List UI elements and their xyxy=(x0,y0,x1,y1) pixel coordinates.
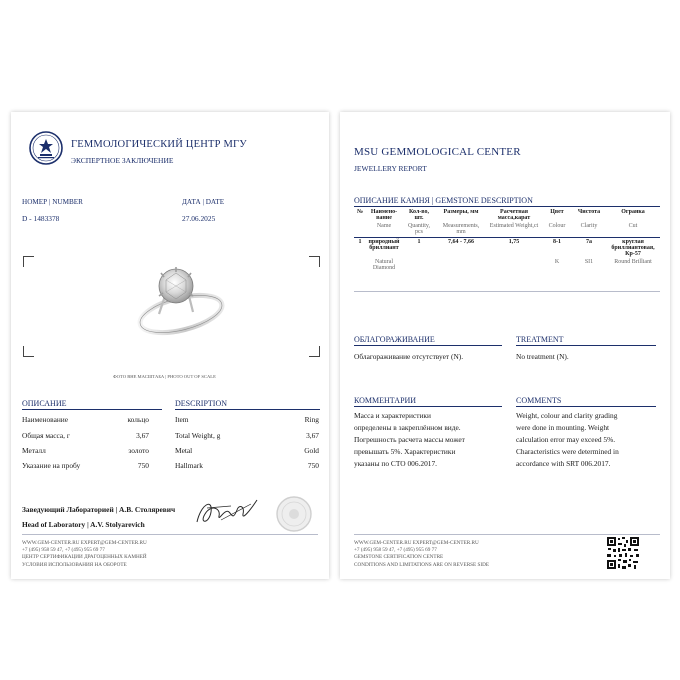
comment-line-en: were done in mounting. Weight xyxy=(516,423,610,432)
table-cell: Natural Diamond xyxy=(372,259,396,271)
report-subtitle-en: JEWELLERY REPORT xyxy=(354,164,427,173)
footer-conditions: CONDITIONS AND LIMITATIONS ARE ON REVERSE SIDE xyxy=(354,562,490,568)
treatment-title-ru: ОБЛАГОРАЖИВАНИЕ xyxy=(354,335,435,344)
table-cell: 1 xyxy=(358,239,362,245)
comment-line-ru: определены в закреплённом виде. xyxy=(354,423,461,432)
table-cell: K xyxy=(554,259,560,265)
description-title-ru: ОПИСАНИЕ xyxy=(22,399,67,408)
head-of-lab-ru: Заведующий Лабораторией | А.В. Столяревич xyxy=(22,505,176,514)
treatment-title-en: TREATMENT xyxy=(516,335,564,344)
footer-divider xyxy=(354,534,660,535)
treatment-text-en: No treatment (N). xyxy=(516,352,569,361)
comments-title-ru: КОММЕНТАРИИ xyxy=(354,396,417,405)
table-cell: 7а xyxy=(586,239,592,245)
table-cell xyxy=(354,258,366,272)
hallmark-label-en: Hallmark xyxy=(175,461,203,470)
footer-phones: +7 (495) 958 59 47, +7 (495) 955 69 77 xyxy=(354,547,437,553)
signature-image xyxy=(191,494,261,530)
table-header: Кол-во, шт. xyxy=(408,209,430,221)
footer-divider xyxy=(22,534,318,535)
weight-value-en: 3,67 xyxy=(306,431,319,440)
table-header: Огранка xyxy=(621,209,645,215)
metal-label-en: Metal xyxy=(175,446,193,455)
item-label-ru: Наименование xyxy=(22,415,69,424)
metal-label-ru: Металл xyxy=(22,446,46,455)
report-page-russian xyxy=(11,112,329,579)
divider xyxy=(354,345,502,346)
qr-code-icon xyxy=(606,536,640,570)
footer-website: WWW.GEM-CENTER.RU EXPERT@GEM-CENTER.RU xyxy=(354,540,479,546)
table-header-en: Measurements, mm xyxy=(442,223,480,235)
date-value: 27.06.2025 xyxy=(182,214,216,223)
org-title-en: MSU GEMMOLOGICAL CENTER xyxy=(354,146,521,158)
comment-line-ru: Погрешность расчета массы может xyxy=(354,435,465,444)
hallmark-value-ru: 750 xyxy=(137,461,149,470)
gemstone-description-title: ОПИСАНИЕ КАМНЯ | GEMSTONE DESCRIPTION xyxy=(354,196,533,205)
footer-website: WWW.GEM-CENTER.RU EXPERT@GEM-CENTER.RU xyxy=(22,540,147,546)
footer-org: ЦЕНТР СЕРТИФИКАЦИИ ДРАГОЦЕННЫХ КАМНЕЙ xyxy=(22,554,147,560)
ring-photo xyxy=(129,258,231,340)
divider xyxy=(22,409,162,410)
table-header-en: Cut xyxy=(628,223,638,229)
comment-line-ru: указаны по СТО 006.2017. xyxy=(354,459,438,468)
photo-frame-corner xyxy=(309,346,320,357)
table-cell: 1,75 xyxy=(508,239,520,245)
divider xyxy=(516,406,656,407)
divider xyxy=(354,206,660,207)
item-value-ru: кольцо xyxy=(127,415,149,424)
footer-conditions: УСЛОВИЯ ИСПОЛЬЗОВАНИЯ НА ОБОРОТЕ xyxy=(22,562,127,568)
date-label: ДАТА | DATE xyxy=(182,198,225,206)
comment-line-en: Characteristics were determined in xyxy=(516,447,619,456)
photo-frame-corner xyxy=(23,346,34,357)
comments-title-en: COMMENTS xyxy=(516,396,562,405)
table-header-en: Quantity, pcs xyxy=(407,223,431,235)
comment-line-en: accordance with SRT 006.2017. xyxy=(516,459,611,468)
table-bottom-divider xyxy=(354,291,660,292)
table-cell: SI1 xyxy=(584,259,594,265)
table-cell: Round Brilliant xyxy=(614,259,652,265)
number-value: D - 1483378 xyxy=(22,214,60,223)
table-header-row-ru xyxy=(354,208,660,222)
table-cell: 1 xyxy=(417,239,421,245)
comment-line-ru: превышать 5%. Характеристики xyxy=(354,447,456,456)
photo-caption: ФОТО ВНЕ МАСШТАБА | PHOTO OUT OF SCALE xyxy=(113,374,216,379)
photo-frame-corner xyxy=(23,256,34,267)
table-header: Цвет xyxy=(550,209,564,215)
weight-value-ru: 3,67 xyxy=(136,431,149,440)
table-header: Размеры, мм xyxy=(443,209,479,215)
table-cell xyxy=(436,258,486,272)
msu-gem-center-logo-icon xyxy=(29,131,63,165)
table-row-en xyxy=(354,258,660,272)
table-header: Расчетная масса,карат xyxy=(497,209,531,221)
report-subtitle-ru: ЭКСПЕРТНОЕ ЗАКЛЮЧЕНИЕ xyxy=(71,156,174,165)
divider xyxy=(354,406,502,407)
org-title-ru: ГЕММОЛОГИЧЕСКИЙ ЦЕНТР МГУ xyxy=(71,139,247,150)
photo-frame-corner xyxy=(309,256,320,267)
table-header-en: Clarity xyxy=(580,223,598,229)
footer-phones: +7 (495) 958 59 47, +7 (495) 955 69 77 xyxy=(22,547,105,553)
footer-org: GEMSTONE CERTIFICATION CENTRE xyxy=(354,554,444,560)
metal-value-en: Gold xyxy=(304,446,319,455)
divider xyxy=(516,345,656,346)
table-header: № xyxy=(356,209,364,215)
table-header-en: Estimated Weight,ct xyxy=(489,223,539,229)
hallmark-label-ru: Указание на пробу xyxy=(22,461,81,470)
table-cell xyxy=(402,258,436,272)
gemstone-table xyxy=(354,208,660,272)
table-header-row-en xyxy=(354,222,660,236)
table-cell xyxy=(486,258,542,272)
divider xyxy=(175,409,320,410)
item-label-en: Item xyxy=(175,415,189,424)
table-header: Чистота xyxy=(577,209,601,215)
description-title-en: DESCRIPTION xyxy=(175,399,228,408)
table-header-en: Name xyxy=(376,223,392,229)
table-header-en: Colour xyxy=(548,223,566,229)
weight-label-ru: Общая масса, г xyxy=(22,431,70,440)
metal-value-ru: золото xyxy=(128,446,149,455)
table-row-ru xyxy=(354,238,660,259)
comment-line-en: calculation error may exceed 5%. xyxy=(516,435,616,444)
number-label: НОМЕР | NUMBER xyxy=(22,198,83,206)
table-cell: круглая бриллиантовая, Кр-57 xyxy=(611,239,655,257)
weight-label-en: Total Weight, g xyxy=(175,431,221,440)
table-cell: природный бриллиант xyxy=(368,239,400,251)
hallmark-value-en: 750 xyxy=(307,461,319,470)
head-of-lab-en: Head of Laboratory | A.V. Stolyarevich xyxy=(22,520,145,529)
table-header-en xyxy=(354,222,366,236)
table-cell: 8-1 xyxy=(553,239,561,245)
official-stamp xyxy=(275,495,313,533)
report-page-english xyxy=(340,112,670,579)
comment-line-ru: Масса и характеристики xyxy=(354,411,431,420)
table-header: Наимено-вание xyxy=(370,209,398,221)
table-cell: 7,64 - 7,66 xyxy=(448,239,474,245)
item-value-en: Ring xyxy=(304,415,319,424)
comment-line-en: Weight, colour and clarity grading xyxy=(516,411,618,420)
treatment-text-ru: Облагораживание отсутствует (N). xyxy=(354,352,464,361)
